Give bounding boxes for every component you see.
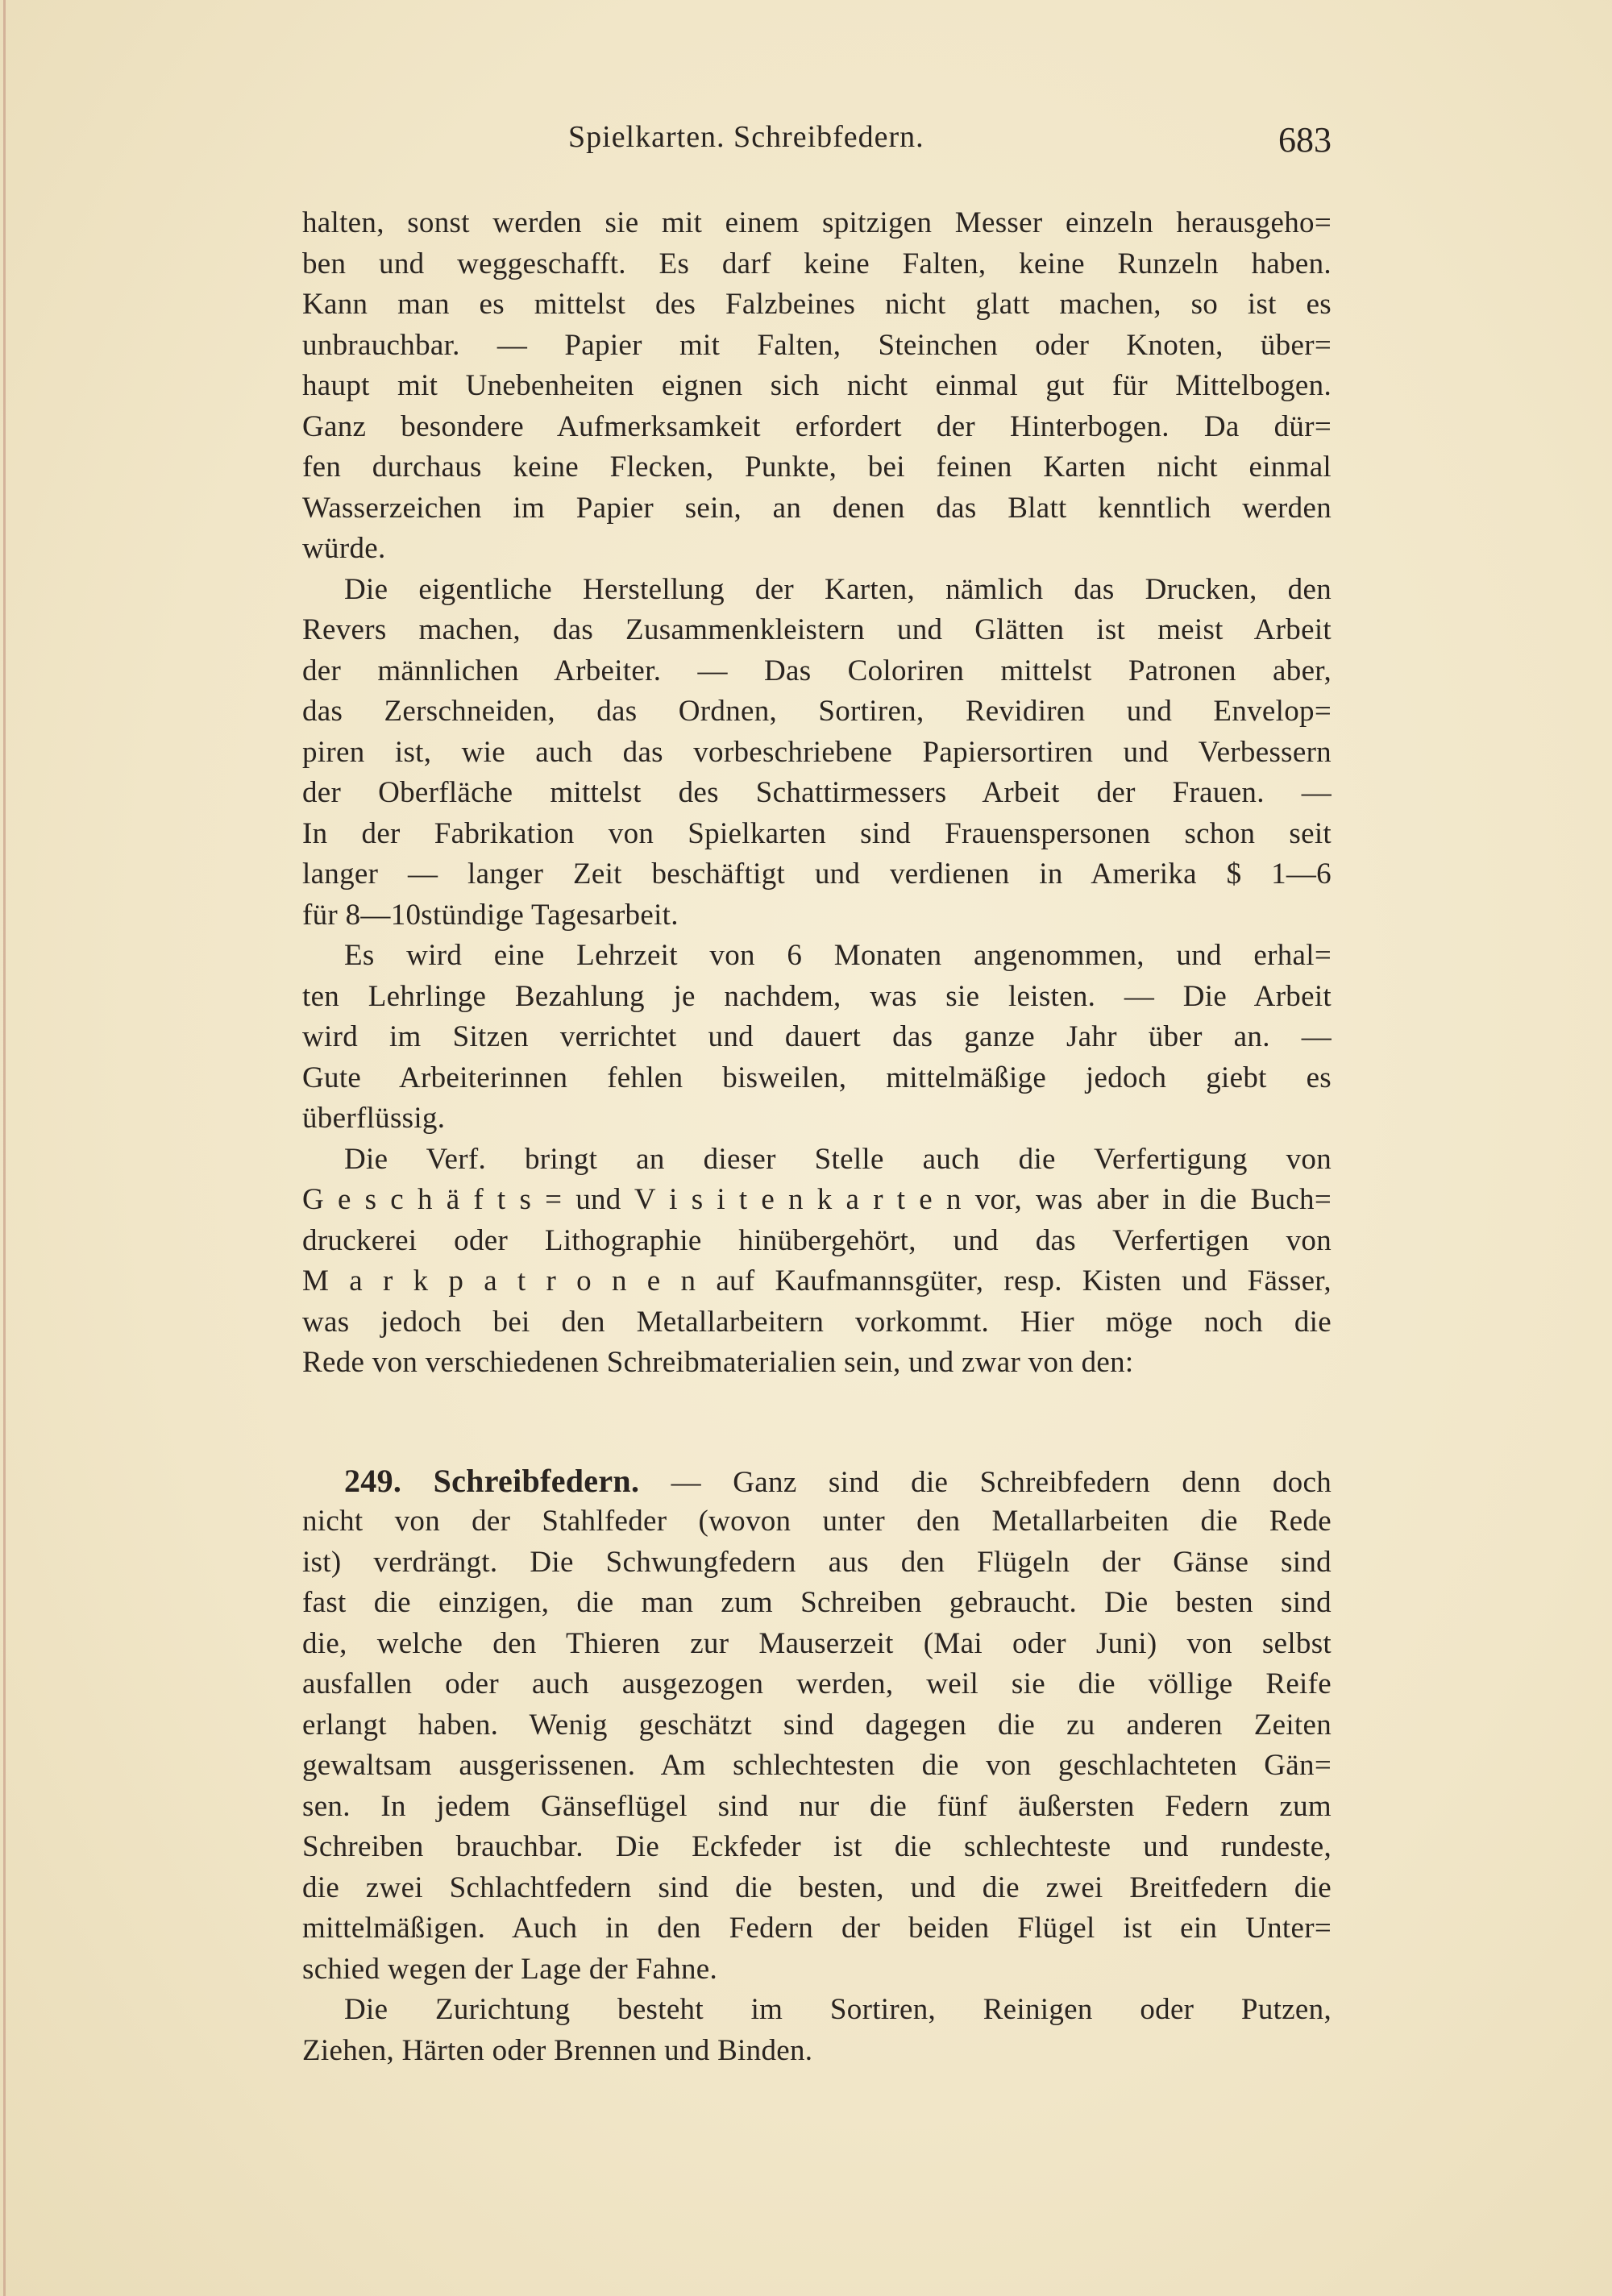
section-title: Schreibfedern.: [433, 1462, 640, 1499]
text-line: ben und weggeschafft. Es darf keine Falten, keine Runzeln haben.: [302, 247, 1332, 280]
text-line: sen. In jedem Gänseflügel sind nur die fünf äußersten Federn zum: [302, 1789, 1332, 1823]
text-line: druckerei oder Lithographie hinübergehört, und das Verfertigen von: [302, 1223, 1332, 1257]
text-line: langer — langer Zeit beschäftigt und verdienen in Amerika $ 1—6: [302, 857, 1332, 891]
text-line: halten, sonst werden sie mit einem spitzigen Messer einzeln herausgeho=: [302, 206, 1332, 239]
text-line: fen durchaus keine Flecken, Punkte, bei feinen Karten nicht einmal: [302, 450, 1332, 484]
page-body: [302, 203, 1332, 2071]
text-line: Es wird eine Lehrzeit von 6 Monaten angenommen, und erhal=: [344, 939, 1332, 972]
text-line: gewaltsam ausgerissenen. Am schlechtesten die von geschlachteten Gän=: [302, 1749, 1332, 1782]
page-margin-line: [3, 0, 6, 2296]
text-line: für 8—10stündige Tagesarbeit.: [302, 898, 679, 932]
text-line: mittelmäßigen. Auch in den Federn der beiden Flügel ist ein Unter=: [302, 1912, 1332, 1945]
text-line: Revers machen, das Zusammenkleistern und Glätten ist meist Arbeit: [302, 613, 1332, 646]
text-line: der Oberfläche mittelst des Schattirmessers Arbeit der Frauen. —: [302, 776, 1332, 809]
text-line: die zwei Schlachtfedern sind die besten, und die zwei Breitfedern die: [302, 1870, 1332, 1904]
text-line: überflüssig.: [302, 1102, 446, 1135]
section-249: [302, 1461, 1332, 2072]
text-line: G e s c h ä f t s = und V i s i t e n k a r t e n vor, was aber in die Buch=: [302, 1183, 1332, 1216]
text-line: erlangt haben. Wenig geschätzt sind dagegen die zu anderen Zeiten: [302, 1708, 1332, 1742]
text-line: Kann man es mittelst des Falzbeines nicht glatt machen, so ist es: [302, 288, 1332, 321]
body-paragraphs: [302, 203, 1332, 1384]
text-line: Die eigentliche Herstellung der Karten, nämlich das Drucken, den: [344, 572, 1332, 606]
text-line: Rede von verschiedenen Schreibmaterialien sein, und zwar von den:: [302, 1346, 1134, 1379]
paragraph: [302, 936, 1332, 1140]
text-line: Gute Arbeiterinnen fehlen bisweilen, mittelmäßige jedoch giebt es: [302, 1061, 1332, 1094]
text-line: piren ist, wie auch das vorbeschriebene Papiersortiren und Verbessern: [302, 735, 1332, 769]
text-line: Schreiben brauchbar. Die Eckfeder ist die schlechteste und rundeste,: [302, 1830, 1332, 1863]
section-number: 249.: [344, 1462, 402, 1499]
text-line: der männlichen Arbeiter. — Das Coloriren mittelst Patronen aber,: [302, 654, 1332, 687]
section-heading-line: [302, 1461, 1332, 1502]
text-line: haupt mit Unebenheiten eignen sich nicht einmal gut für Mittelbogen.: [302, 369, 1332, 402]
text-line: ten Lehrlinge Bezahlung je nachdem, was sie leisten. — Die Arbeit: [302, 979, 1332, 1013]
text-line: ausfallen oder auch ausgezogen werden, weil sie die völlige Reife: [302, 1667, 1332, 1700]
page-number: 683: [1278, 120, 1332, 160]
text-line: ist) verdrängt. Die Schwungfedern aus den Flügeln der Gänse sind: [302, 1545, 1332, 1579]
paragraph: [302, 570, 1332, 936]
running-title: Spielkarten. Schreibfedern.: [568, 120, 924, 154]
text-line: die, welche den Thieren zur Mauserzeit (Mai oder Juni) von selbst: [302, 1626, 1332, 1660]
text-line: fast die einzigen, die man zum Schreiben gebraucht. Die besten sind: [302, 1586, 1332, 1619]
text-line: Wasserzeichen im Papier sein, an denen das Blatt kenntlich werden: [302, 491, 1332, 525]
paragraph: [302, 1501, 1332, 1990]
paragraph: [302, 1990, 1332, 2071]
text-line: M a r k p a t r o n e n auf Kaufmannsgüter, resp. Kisten und Fässer,: [302, 1264, 1332, 1297]
page-header: [302, 119, 1332, 168]
text-line: würde.: [302, 532, 386, 565]
paragraph: [302, 1140, 1332, 1384]
text-line: Ganz besondere Aufmerksamkeit erfordert der Hinterbogen. Da dür=: [302, 409, 1332, 443]
text-line: wird im Sitzen verrichtet und dauert das ganze Jahr über an. —: [302, 1020, 1332, 1053]
text-line: nicht von der Stahlfeder (wovon unter den Metallarbeiten die Rede: [302, 1505, 1332, 1538]
text-line: was jedoch bei den Metallarbeitern vorkommt. Hier möge noch die: [302, 1305, 1332, 1339]
text-line: das Zerschneiden, das Ordnen, Sortiren, Revidiren und Envelop=: [302, 695, 1332, 728]
section-first-line: — Ganz sind die Schreibfedern denn doch: [671, 1465, 1332, 1499]
section-paragraphs: [302, 1501, 1332, 2071]
text-line: In der Fabrikation von Spielkarten sind Frauenspersonen schon seit: [302, 816, 1332, 850]
text-line: Die Zurichtung besteht im Sortiren, Reinigen oder Putzen,: [344, 1993, 1332, 2026]
text-line: schied wegen der Lage der Fahne.: [302, 1952, 718, 1986]
paragraph: [302, 203, 1332, 570]
text-line: unbrauchbar. — Papier mit Falten, Steinchen oder Knoten, über=: [302, 328, 1332, 362]
text-line: Die Verf. bringt an dieser Stelle auch die Verfertigung von: [344, 1142, 1332, 1176]
text-line: Ziehen, Härten oder Brennen und Binden.: [302, 2033, 813, 2067]
